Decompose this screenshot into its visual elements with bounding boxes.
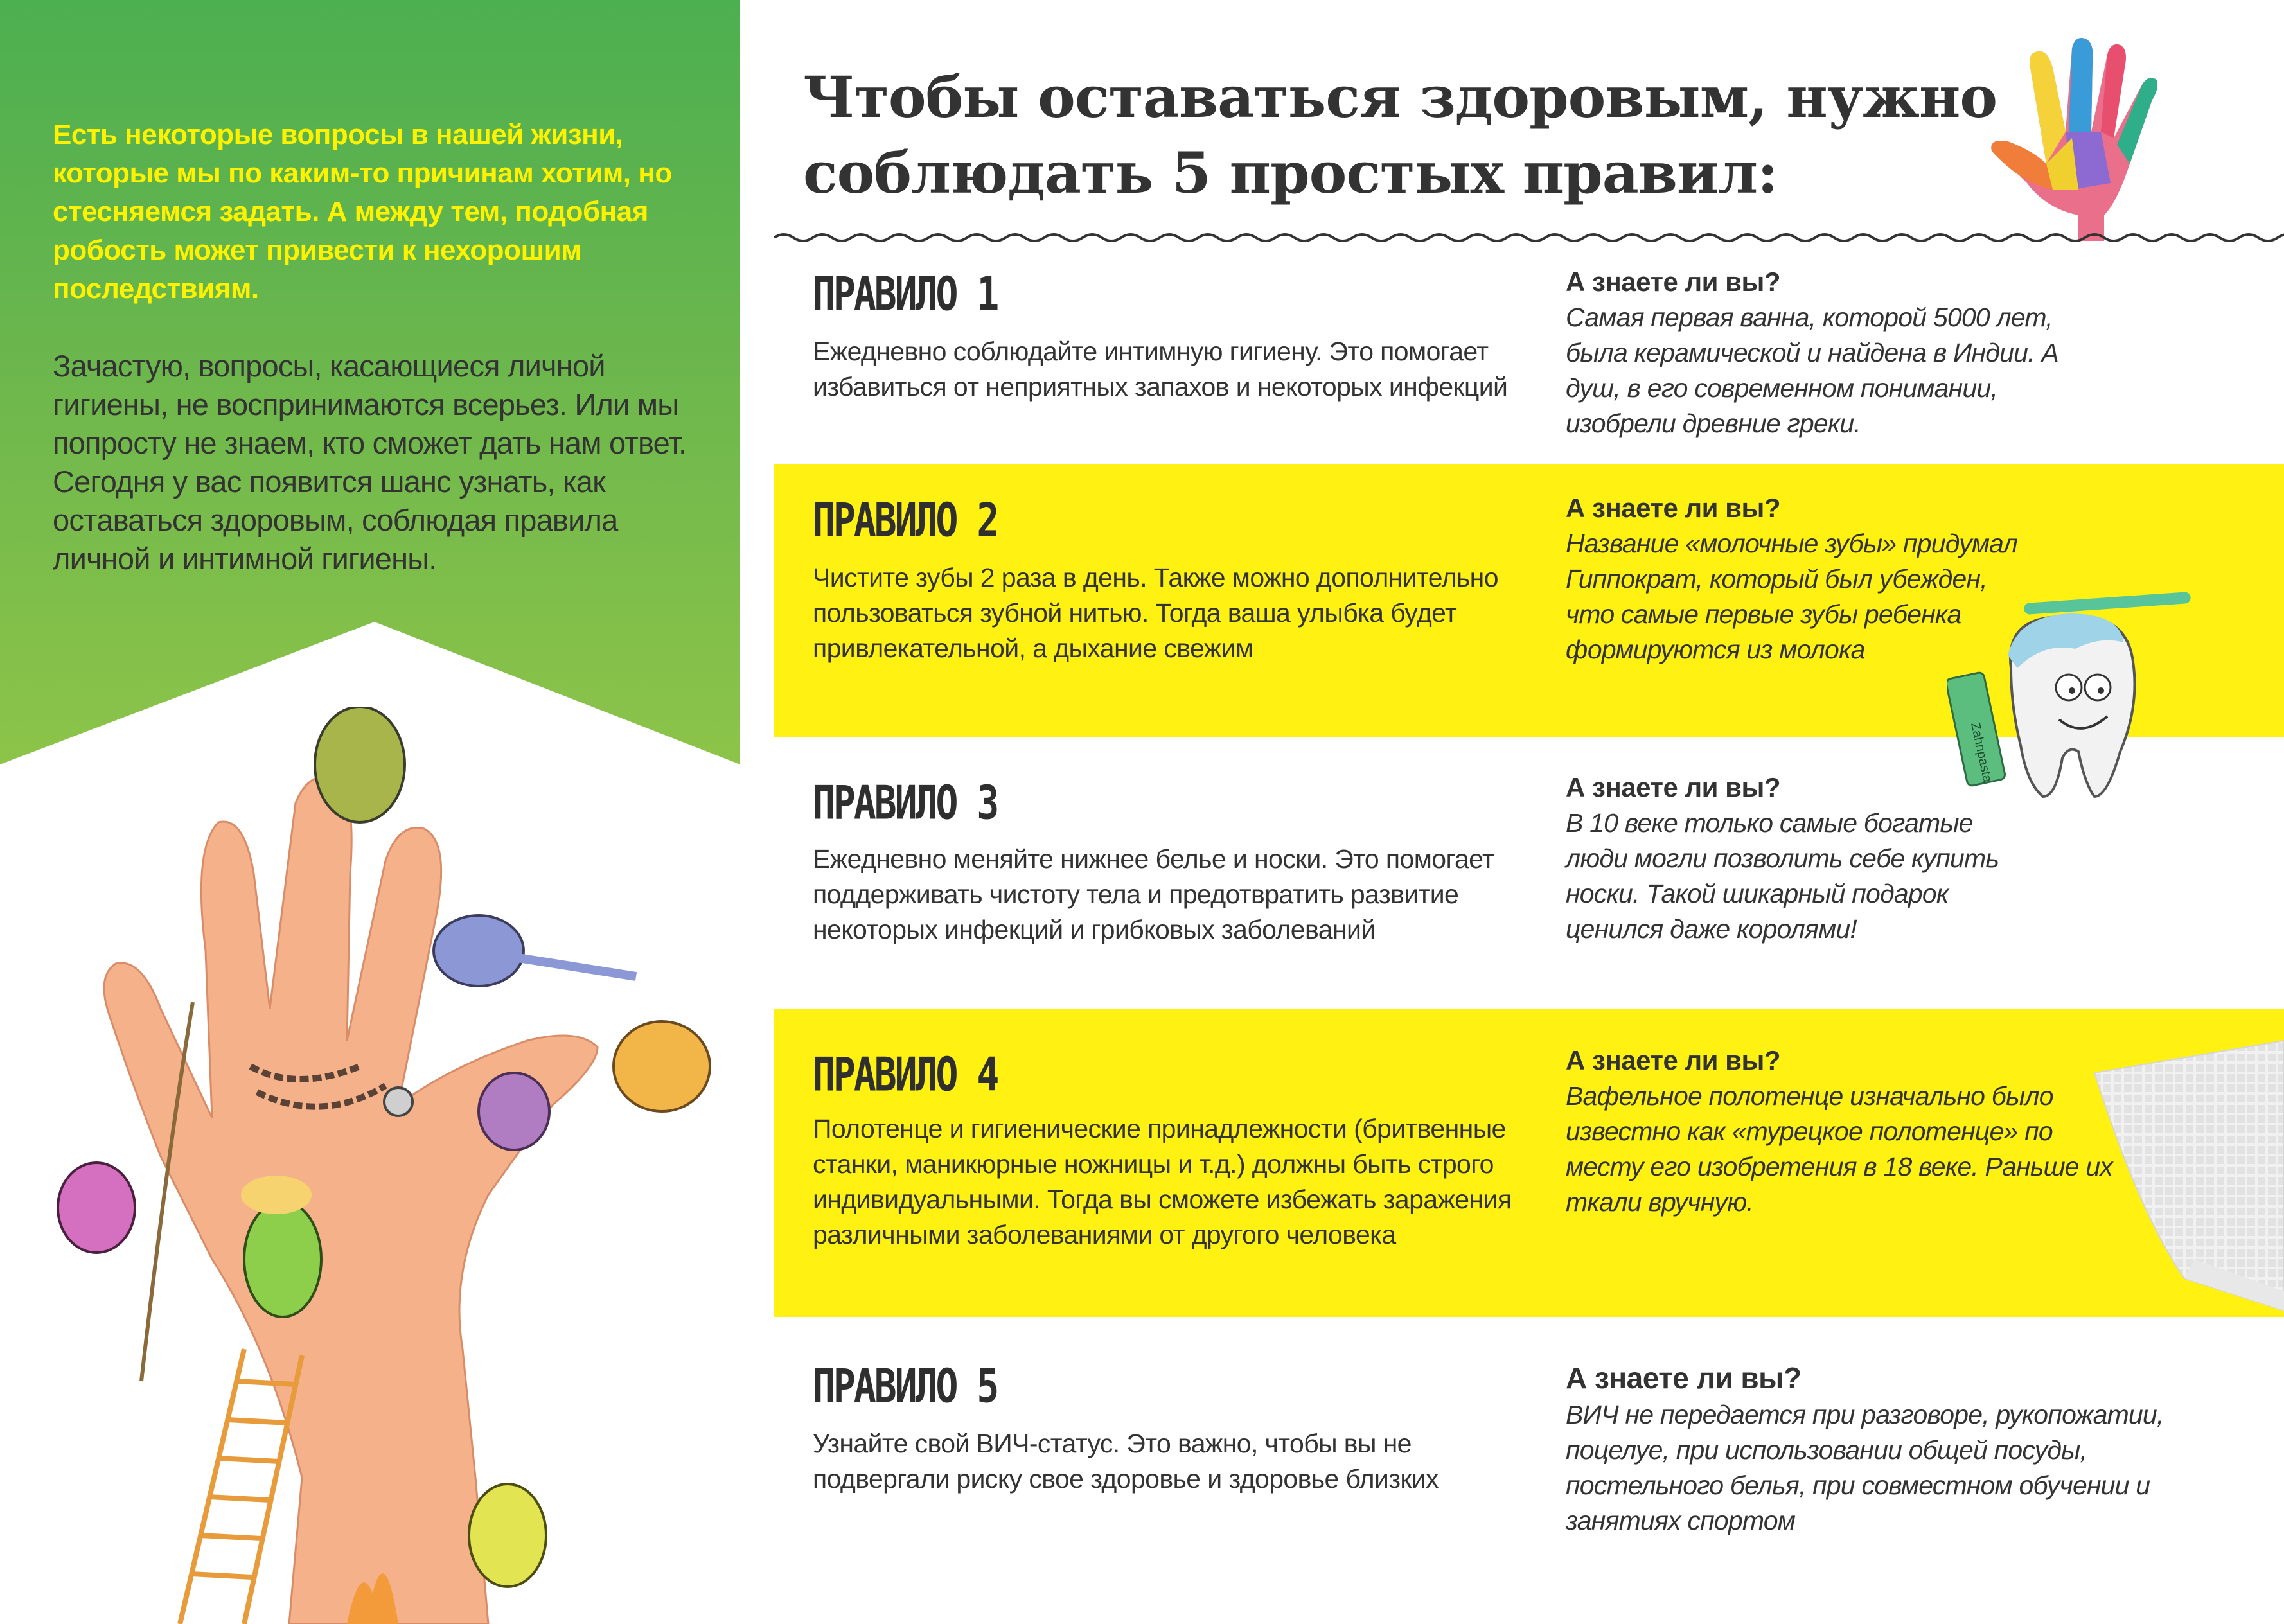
- rule-title: ПРАВИЛО 2: [813, 493, 998, 547]
- rule-title: ПРАВИЛО 5: [813, 1359, 998, 1413]
- fact-title: А знаете ли вы?: [1566, 1045, 1781, 1075]
- hand-germs-illustration: [0, 707, 745, 1624]
- rule-row-5: [774, 1317, 2284, 1624]
- fact-title: А знаете ли вы?: [1566, 493, 1781, 523]
- painted-hand-image: [1982, 35, 2175, 241]
- rule-title: ПРАВИЛО 4: [813, 1047, 998, 1102]
- fact-title: А знаете ли вы?: [1566, 772, 1781, 802]
- intro-lead-paragraph: Есть некоторые вопросы в нашей жизни, которые мы по каким-то причинам хотим, но стесняемся задать. А между тем, подобная робость может привести к нехорошим последствиям.: [53, 119, 672, 304]
- rule-title: ПРАВИЛО 1: [813, 267, 998, 321]
- wavy-divider: [774, 230, 2284, 245]
- page-title: Чтобы оставаться здоровым, нужно соблюдать 5 простых правил:: [803, 64, 1997, 206]
- rule-row-3: [774, 737, 2284, 1009]
- svg-text:Zahnpasta: Zahnpasta: [1968, 721, 1995, 784]
- fact-title: А знаете ли вы?: [1566, 1361, 1802, 1395]
- waffle-towel-image: [2082, 1021, 2284, 1311]
- intro-body-paragraph: Зачастую, вопросы, касающиеся личной гигиены, не воспринимаются всерьез. Или мы попросту не знаем, кто сможет дать нам ответ. Сегодня у вас появится шанс узнать, как оставаться здоровым, соблюдая правила личной и интимной гигиены.: [53, 349, 687, 576]
- rule-row-4: [774, 1009, 2284, 1317]
- fact-text: ВИЧ не передается при разговоре, рукопожатии, поцелуе, при использовании общей посуды, постельного белья, при совместном обучении и занятиях спортом: [1566, 1400, 2164, 1535]
- rule-title: ПРАВИЛО 3: [813, 775, 998, 830]
- rule-row-1: [774, 254, 2284, 464]
- rule-text: Ежедневно меняйте нижнее белье и носки. Это помогает поддерживать чистоту тела и предотвратить развитие некоторых инфекций и грибковых заболеваний: [813, 844, 1494, 944]
- fact-text: Вафельное полотенце изначально было известно как «турецкое полотенце» по месту его изобретения в 18 веке. Раньше их ткали вручную.: [1566, 1081, 2113, 1217]
- rule-text: Узнайте свой ВИЧ-статус. Это важно, чтобы вы не подвергали риску свое здоровье и здоровье близких: [813, 1429, 1439, 1494]
- rule-text: Полотенце и гигиенические принадлежности (бритвенные станки, маникюрные ножницы и т.д.) должны быть строго индивидуальными. Тогда вы сможете избежать заражения различными заболеваниями от другого человека: [813, 1114, 1512, 1249]
- fact-text: Самая первая ванна, которой 5000 лет, была керамической и найдена в Индии. А душ, в его современном понимании, изобрели древние греки.: [1566, 303, 2058, 438]
- rule-text: Ежедневно соблюдайте интимную гигиену. Это помогает избавиться от неприятных запахов и некоторых инфекций: [813, 337, 1508, 402]
- fact-title: А знаете ли вы?: [1566, 267, 1781, 297]
- fact-text: В 10 веке только самые богатые люди могли позволить себе купить носки. Такой шикарный подарок ценился даже королями!: [1566, 808, 1999, 944]
- rule-text: Чистите зубы 2 раза в день. Также можно дополнительно пользоваться зубной нитью. Тогда ваша улыбка будет привлекательной, а дыхание свежим: [813, 563, 1498, 663]
- fact-text: Название «молочные зубы» придумал Гиппократ, который был убежден, что самые первые зубы ребенка формируются из молока: [1566, 529, 2018, 664]
